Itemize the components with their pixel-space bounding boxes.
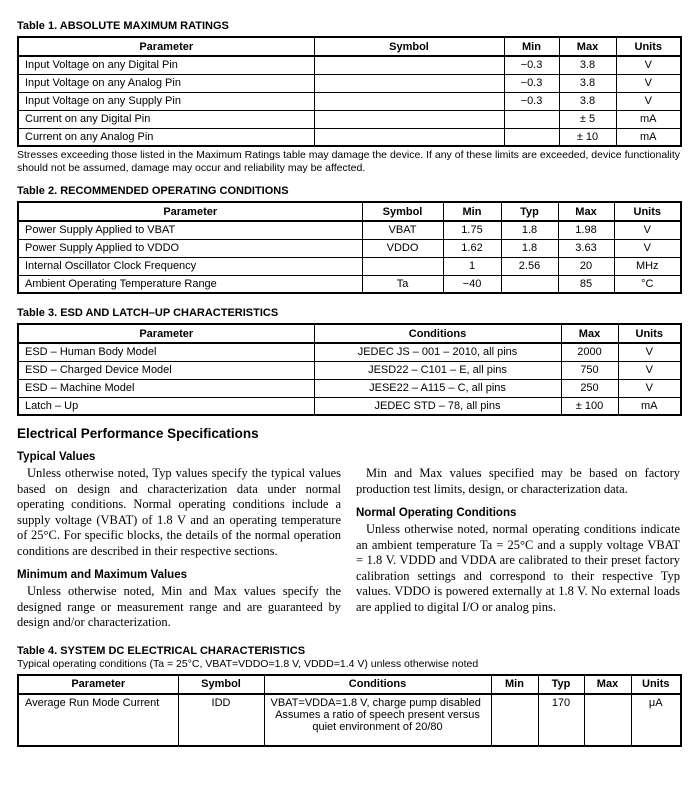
value-cell: 750	[561, 361, 618, 379]
column-header: Conditions	[264, 675, 491, 694]
value-cell	[504, 110, 559, 128]
table4-subtitle: Typical operating conditions (Ta = 25°C, VBAT=VDDO=1.8 V, VDDD=1.4 V) unless otherwise noted	[17, 657, 479, 670]
table2-title: Table 2. RECOMMENDED OPERATING CONDITIONS	[17, 185, 289, 197]
value-cell: mA	[618, 397, 681, 415]
value-cell: JESD22 – C101 – E, all pins	[314, 361, 561, 379]
value-cell: V	[616, 56, 681, 74]
table-row	[18, 361, 681, 379]
column-header: Max	[558, 202, 614, 221]
column-header: Typ	[538, 675, 584, 694]
value-cell: V	[618, 343, 681, 361]
table-row	[18, 379, 681, 397]
column-header: Parameter	[18, 37, 314, 56]
typical-values-subheading: Typical Values	[17, 451, 96, 463]
column-header: Max	[559, 37, 616, 56]
value-cell: mA	[616, 128, 681, 146]
value-cell: V	[614, 239, 681, 257]
normal-operating-subheading: Normal Operating Conditions	[356, 507, 517, 519]
table-row	[18, 239, 681, 257]
table-row	[18, 92, 681, 110]
value-cell: 3.8	[559, 74, 616, 92]
value-cell	[314, 56, 504, 74]
parameter-cell: Ambient Operating Temperature Range	[18, 275, 362, 293]
column-header: Parameter	[18, 324, 314, 343]
min-max-values-subheading: Minimum and Maximum Values	[17, 569, 187, 581]
table-row	[18, 275, 681, 293]
parameter-cell: ESD – Machine Model	[18, 379, 314, 397]
table1-title: Table 1. ABSOLUTE MAXIMUM RATINGS	[17, 20, 229, 32]
right-column	[356, 450, 680, 631]
value-cell: −0.3	[504, 74, 559, 92]
normal-operating-paragraph: Unless otherwise noted, normal operating conditions indicate an ambient temperature Ta = 25°C and a supply voltage VBAT = 1.8 V. VDDD and VDDA are calibrated to their preset factory calibration settings and correspond to their respective Typ values. VDDO is powered externally at 1.8 V. No external loads are applied to digital I/O or analog pins.	[356, 522, 680, 614]
value-cell: −0.3	[504, 56, 559, 74]
column-header: Units	[616, 37, 681, 56]
two-column-text	[17, 450, 680, 631]
table-row	[18, 343, 681, 361]
value-cell: 1.8	[501, 221, 558, 239]
parameter-cell: Current on any Digital Pin	[18, 110, 314, 128]
condition-line: VBAT=VDDA=1.8 V, charge pump disabled	[270, 696, 481, 709]
column-header: Max	[584, 675, 631, 694]
value-cell: MHz	[614, 257, 681, 275]
value-cell: 20	[558, 257, 614, 275]
table-row	[18, 221, 681, 239]
value-cell: 3.8	[559, 92, 616, 110]
parameter-cell: Internal Oscillator Clock Frequency	[18, 257, 362, 275]
value-cell: 250	[561, 379, 618, 397]
parameter-cell: Average Run Mode Current	[18, 694, 178, 746]
value-cell	[362, 257, 443, 275]
value-cell	[314, 74, 504, 92]
value-cell: IDD	[178, 694, 264, 746]
table-esd-latchup-characteristics	[17, 323, 682, 416]
value-cell: JEDEC JS – 001 – 2010, all pins	[314, 343, 561, 361]
value-cell	[264, 694, 491, 746]
value-cell	[501, 275, 558, 293]
column-header: Symbol	[178, 675, 264, 694]
table-row	[18, 694, 681, 746]
column-header: Units	[614, 202, 681, 221]
column-header: Min	[504, 37, 559, 56]
value-cell	[314, 128, 504, 146]
value-cell	[504, 128, 559, 146]
condition-line: Assumes a ratio of speech present versus quiet environment of 20/80	[275, 708, 480, 733]
value-cell: V	[618, 361, 681, 379]
value-cell: 1.75	[443, 221, 501, 239]
column-header: Conditions	[314, 324, 561, 343]
value-cell: ± 100	[561, 397, 618, 415]
header-row	[18, 324, 681, 343]
column-header: Units	[618, 324, 681, 343]
parameter-cell: ESD – Human Body Model	[18, 343, 314, 361]
value-cell: °C	[614, 275, 681, 293]
value-cell: −40	[443, 275, 501, 293]
value-cell: ± 10	[559, 128, 616, 146]
table-row	[18, 128, 681, 146]
column-header: Max	[561, 324, 618, 343]
table4-title: Table 4. SYSTEM DC ELECTRICAL CHARACTERISTICS	[17, 644, 306, 657]
header-row	[18, 675, 681, 694]
value-cell	[314, 110, 504, 128]
parameter-cell: Current on any Analog Pin	[18, 128, 314, 146]
header-row	[18, 202, 681, 221]
value-cell: V	[616, 92, 681, 110]
value-cell: V	[614, 221, 681, 239]
value-cell: 3.8	[559, 56, 616, 74]
value-cell: 1.98	[558, 221, 614, 239]
value-cell: V	[616, 74, 681, 92]
table-row	[18, 56, 681, 74]
value-cell: V	[618, 379, 681, 397]
value-cell: 1.8	[501, 239, 558, 257]
electrical-performance-heading: Electrical Performance Specifications	[17, 426, 259, 441]
value-cell: mA	[616, 110, 681, 128]
parameter-cell: Input Voltage on any Analog Pin	[18, 74, 314, 92]
min-max-note-paragraph: Min and Max values specified may be based on factory production test limits, design, or characterization data.	[356, 466, 680, 496]
maximum-ratings-note: Stresses exceeding those listed in the Maximum Ratings table may damage the device. If any of these limits are exceeded, device functionality should not be assumed, damage may occur and reliability may be affected.	[17, 149, 681, 174]
parameter-cell: Latch – Up	[18, 397, 314, 415]
parameter-cell: Input Voltage on any Digital Pin	[18, 56, 314, 74]
typical-values-paragraph: Unless otherwise noted, Typ values specify the typical values based on design and characterization data under normal operating conditions. Normal operating conditions include a supply voltage (VBAT) of 1.8 V and an operating temperature of 25°C. For specific blocks, the details of the normal operation conditions are described in their respective sections.	[17, 466, 341, 558]
value-cell: 1	[443, 257, 501, 275]
table3-title: Table 3. ESD AND LATCH–UP CHARACTERISTICS	[17, 307, 279, 319]
table-row	[18, 397, 681, 415]
value-cell: VBAT	[362, 221, 443, 239]
value-cell: 85	[558, 275, 614, 293]
column-header: Parameter	[18, 675, 178, 694]
value-cell: μA	[631, 694, 681, 746]
column-header: Symbol	[362, 202, 443, 221]
table-row	[18, 74, 681, 92]
value-cell: JEDEC STD – 78, all pins	[314, 397, 561, 415]
header-row	[18, 37, 681, 56]
value-cell: 2.56	[501, 257, 558, 275]
column-header: Typ	[501, 202, 558, 221]
column-header: Symbol	[314, 37, 504, 56]
value-cell: 3.63	[558, 239, 614, 257]
table-recommended-operating-conditions	[17, 201, 682, 294]
column-header: Min	[491, 675, 538, 694]
value-cell: VDDO	[362, 239, 443, 257]
value-cell: 1.62	[443, 239, 501, 257]
parameter-cell: Input Voltage on any Supply Pin	[18, 92, 314, 110]
value-cell	[584, 694, 631, 746]
parameter-cell: ESD – Charged Device Model	[18, 361, 314, 379]
left-column	[17, 450, 341, 631]
parameter-cell: Power Supply Applied to VBAT	[18, 221, 362, 239]
table-row	[18, 110, 681, 128]
value-cell: ± 5	[559, 110, 616, 128]
table-absolute-maximum-ratings	[17, 36, 682, 147]
column-header: Units	[631, 675, 681, 694]
value-cell: −0.3	[504, 92, 559, 110]
table-system-dc-electrical-characteristics	[17, 674, 682, 747]
min-max-values-paragraph: Unless otherwise noted, Min and Max values specify the designed range or measurement range and are guaranteed by design and/or characterization.	[17, 584, 341, 629]
value-cell	[314, 92, 504, 110]
value-cell	[491, 694, 538, 746]
value-cell: JESE22 – A115 – C, all pins	[314, 379, 561, 397]
value-cell: 170	[538, 694, 584, 746]
value-cell: 2000	[561, 343, 618, 361]
parameter-cell: Power Supply Applied to VDDO	[18, 239, 362, 257]
column-header: Parameter	[18, 202, 362, 221]
value-cell: Ta	[362, 275, 443, 293]
column-header: Min	[443, 202, 501, 221]
table-row	[18, 257, 681, 275]
